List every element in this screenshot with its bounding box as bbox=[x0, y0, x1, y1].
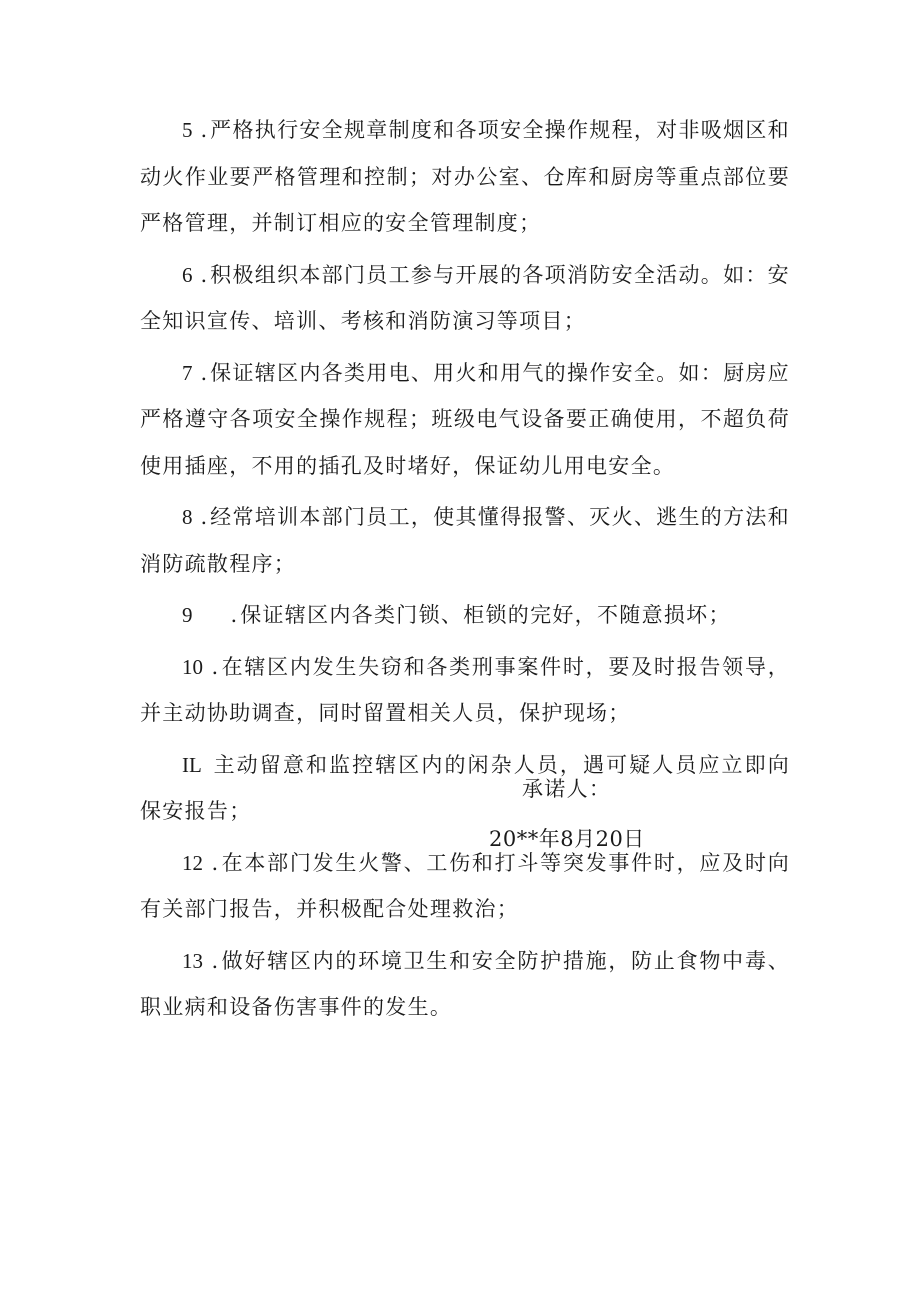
clause-10 bbox=[140, 644, 790, 737]
clause-number: IL bbox=[182, 752, 202, 777]
clause-text: 做好辖区内的环境卫生和安全防护措施，防止食物中毒、职业病和设备伤害事件的发生。 bbox=[140, 948, 790, 1019]
clause-7 bbox=[140, 350, 790, 490]
clause-separator: . bbox=[211, 948, 219, 973]
clause-text: 在辖区内发生失窃和各类刑事案件时，要及时报告领导，并主动协助调查，同时留置相关人员，保护现场； bbox=[140, 654, 790, 725]
commitment-clauses bbox=[140, 107, 790, 1036]
clause-number: 8 bbox=[182, 505, 193, 529]
clause-6 bbox=[140, 252, 790, 345]
clause-separator: . bbox=[230, 603, 238, 627]
clause-13 bbox=[140, 938, 790, 1031]
clause-separator: . bbox=[200, 262, 208, 287]
clause-text: 经常培训本部门员工，使其懂得报警、灭火、逃生的方法和消防疏散程序； bbox=[140, 505, 790, 576]
clause-number: 5 bbox=[182, 118, 193, 142]
clause-number: 10 bbox=[182, 654, 203, 679]
signature-label: 承诺人： bbox=[522, 777, 612, 801]
clause-separator: . bbox=[200, 505, 208, 529]
clause-separator: . bbox=[211, 654, 219, 679]
clause-5 bbox=[140, 107, 790, 247]
clause-number: 9 bbox=[182, 603, 193, 627]
clause-text: 主动留意和监控辖区内的闲杂人员，遇可疑人员应立即向保安报告； bbox=[140, 752, 790, 823]
clause-number: 12 bbox=[182, 850, 203, 875]
clause-text: 严格执行安全规章制度和各项安全操作规程，对非吸烟区和动火作业要严格管理和控制；对办公室、仓库和厨房等重点部位要严格管理，并制订相应的安全管理制度； bbox=[140, 118, 790, 235]
clause-text: 保证辖区内各类用电、用火和用气的操作安全。如：厨房应严格遵守各项安全操作规程；班级电气设备要正确使用，不超负荷使用插座，不用的插孔及时堵好，保证幼儿用电安全。 bbox=[140, 360, 790, 478]
clause-text: 积极组织本部门员工参与开展的各项消防安全活动。如：安全知识宣传、培训、考核和消防演习等项目； bbox=[140, 262, 790, 333]
clause-8 bbox=[140, 494, 790, 587]
clause-number: 7 bbox=[182, 360, 193, 385]
clause-text: 保证辖区内各类门锁、柜锁的完好，不随意损坏； bbox=[240, 603, 731, 627]
clause-number: 13 bbox=[182, 948, 203, 973]
clause-number: 6 bbox=[182, 262, 193, 287]
signature-date: 20**年8月20日 bbox=[489, 827, 645, 851]
clause-text: 在本部门发生火警、工伤和打斗等突发事件时，应及时向有关部门报告，并积极配合处理救治； bbox=[140, 850, 790, 921]
clause-separator: . bbox=[211, 850, 219, 875]
clause-separator: . bbox=[200, 360, 208, 385]
clause-12 bbox=[140, 840, 790, 933]
clause-11 bbox=[140, 742, 790, 835]
clause-separator: . bbox=[200, 118, 208, 142]
clause-9 bbox=[140, 592, 790, 639]
